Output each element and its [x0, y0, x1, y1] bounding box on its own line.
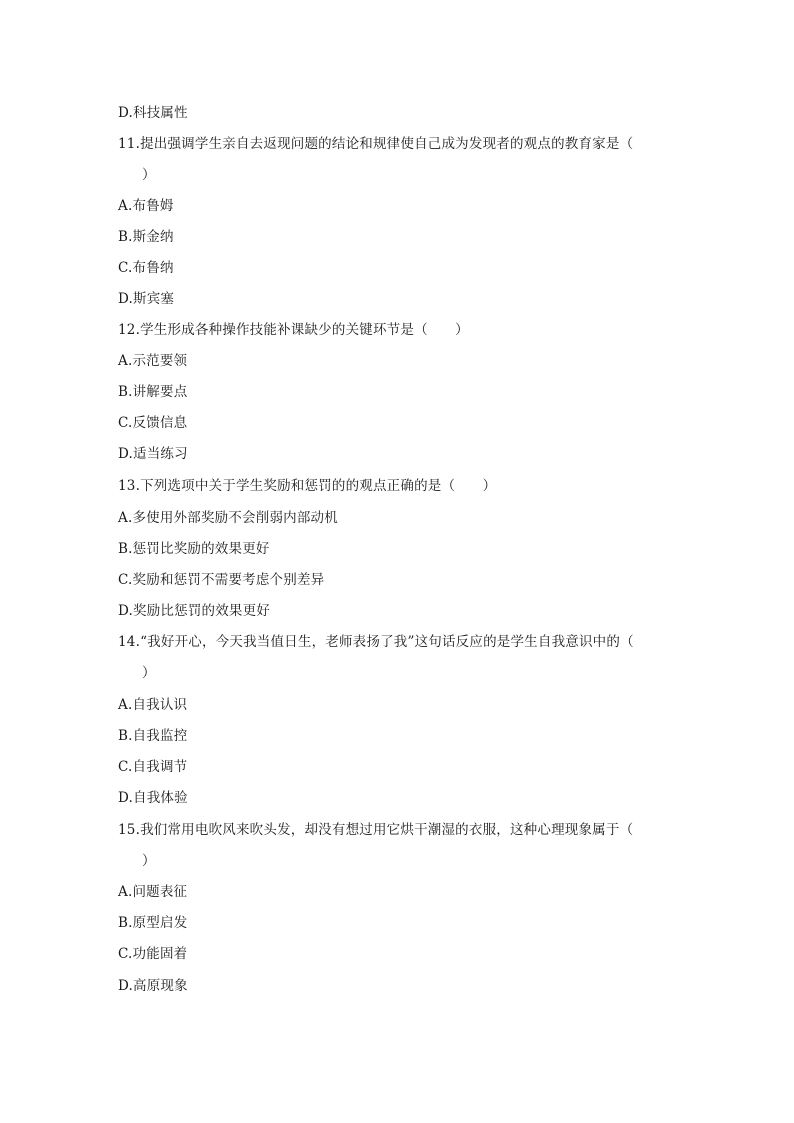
q11-option-d: D.斯宾塞 — [118, 291, 175, 307]
q12-option-a: A.示范要领 — [118, 353, 188, 369]
q15-stem: 15.我们常用电吹风来吹头发，却没有想过用它烘干潮湿的衣服，这种心理现象属于（ — [118, 822, 634, 838]
q12-option-b: B.讲解要点 — [118, 384, 188, 400]
q15-option-b: B.原型启发 — [118, 915, 188, 931]
q11-option-a: A.布鲁姆 — [118, 198, 174, 214]
q14-stem-close: ） — [142, 665, 156, 681]
q12-option-c: C.反馈信息 — [118, 415, 188, 431]
q14-option-d: D.自我体验 — [118, 790, 188, 806]
q11-stem-close: ） — [142, 167, 156, 183]
q13-option-d: D.奖励比惩罚的效果更好 — [118, 603, 271, 619]
q15-stem-close: ） — [142, 853, 156, 869]
q14-stem: 14.“我好开心，今天我当值日生，老师表扬了我”这句话反应的是学生自我意识中的（ — [118, 634, 634, 650]
q13-option-a: A.多使用外部奖励不会削弱内部动机 — [118, 510, 338, 526]
q15-option-d: D.高原现象 — [118, 978, 188, 994]
q14-option-b: B.自我监控 — [118, 728, 188, 744]
q12-option-d: D.适当练习 — [118, 446, 188, 462]
q11-option-b: B.斯金纳 — [118, 229, 174, 245]
q13-stem: 13.下列选项中关于学生奖励和惩罚的的观点正确的是（ ） — [118, 478, 497, 494]
q15-option-a: A.问题表征 — [118, 884, 188, 900]
q13-option-c: C.奖励和惩罚不需要考虑个别差异 — [118, 572, 325, 588]
q10-option-d: D.科技属性 — [118, 105, 188, 121]
q14-option-a: A.自我认识 — [118, 697, 188, 713]
q14-option-c: C.自我调节 — [118, 759, 188, 775]
q15-option-c: C.功能固着 — [118, 946, 188, 962]
q12-stem: 12.学生形成各种操作技能补课缺少的关键环节是（ ） — [118, 322, 469, 338]
q11-option-c: C.布鲁纳 — [118, 260, 174, 276]
q11-stem: 11.提出强调学生亲自去返现问题的结论和规律使自己成为发现者的观点的教育家是（ — [118, 136, 634, 152]
q13-option-b: B.惩罚比奖励的效果更好 — [118, 541, 270, 557]
